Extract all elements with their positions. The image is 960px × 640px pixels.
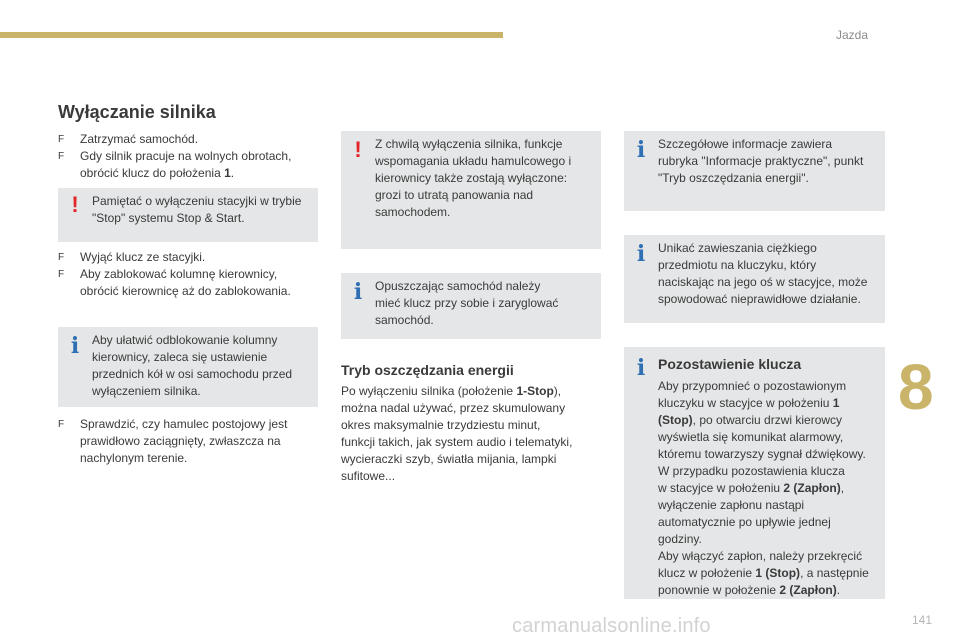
bullet-icon: F (58, 419, 65, 430)
list-item: F Zatrzymać samochód. (58, 132, 199, 146)
info-icon: i (70, 333, 80, 359)
info-box-szczegoly: i Szczegółowe informacje zawiera rubryka "Informacje praktyczne", punkt "Tryb oszczędzania energii". (624, 131, 885, 211)
warning-icon: ! (71, 192, 79, 217)
section-subtitle-pozostawienie: Pozostawienie klucza (658, 356, 802, 372)
header-accent-bar (0, 32, 503, 38)
step-list-3 (58, 416, 318, 467)
watermark: carmanualsonline.info (512, 615, 711, 637)
info-icon: i (353, 279, 363, 305)
bullet-icon: F (58, 134, 65, 145)
info-box-pozostawienie: i Pozostawienie klucza Aby przypomnieć o pozostawionym kluczyku w stacyjce w położeniu 1 (Stop), po otwarciu drzwi kierowcy wyświetla się komunikat alarmowy, któremu towarzyszy sygnał dźwiękowy. W przypadku pozostawienia klucza w stacyjce w położeniu 2 (Zapłon), wyłączenie zapłonu nastąpi automatycznie po upływie jednej godziny. Aby włączyć zapłon, należy przekręcić klucz w położenie 1 (Stop), a następnie ponownie w położenie 2 (Zapłon). (624, 347, 885, 599)
list-item: F Wyjąć klucz ze stacyjki. (58, 250, 206, 264)
page-title: Wyłączanie silnika (58, 102, 216, 122)
page-number: 141 (912, 613, 933, 627)
info-icon: i (636, 241, 646, 267)
bullet-icon: F (58, 252, 65, 263)
info-box-kluczyk: i Opuszczając samochód należy mieć klucz przy sobie i zaryglować samochód. (341, 273, 601, 339)
info-icon: i (636, 137, 646, 163)
bullet-icon: F (58, 269, 65, 280)
section-subtitle-tryb: Tryb oszczędzania energii (341, 362, 514, 378)
info-icon: i (636, 355, 646, 381)
list-item: F Gdy silnik pracuje na wolnych obrotach, obrócić klucz do położenia 1. (58, 149, 292, 180)
list-item: F Sprawdzić, czy hamulec postojowy jest prawidłowo zaciągnięty, zwłaszcza na nachylonym terenie. (58, 417, 288, 465)
warning-box-hamulce: ! Z chwilą wyłączenia silnika, funkcje wspomagania układu hamulcowego i kierownicy także zostają wyłączone: grozi to utratą panowania nad samochodem. (341, 131, 601, 249)
bullet-icon: F (58, 151, 65, 162)
warning-box-stacyjka: ! Pamiętać o wyłączeniu stacyjki w trybie "Stop" systemu Stop & Start. (58, 188, 318, 242)
step-list-1 (58, 131, 318, 182)
warning-icon: ! (354, 137, 362, 162)
section-name: Jazda (836, 28, 869, 42)
chapter-number: 8 (898, 351, 934, 423)
step-list-2 (58, 249, 318, 300)
info-box-kolumna: i Aby ułatwić odblokowanie kolumny kierownicy, zaleca się ustawienie przednich kół w osi samochodu przed wyłączeniem silnika. (58, 327, 318, 407)
paragraph-tryb: Po wyłączeniu silnika (położenie 1-Stop), można nadal używać, przez skumulowany okres maksymalnie trzydziestu minut, funkcji takich, jak system audio i telematyki, wycieraczki szyb, światła mijania, lampki sufitowe... (341, 384, 573, 483)
list-item: F Aby zablokować kolumnę kierownicy, obrócić kierownicę aż do zablokowania. (58, 267, 291, 298)
info-box-ciezar: i Unikać zawieszania ciężkiego przedmiotu na kluczyku, który naciskając na jego oś w stacyjce, może spowodować nieprawidłowe działanie. (624, 235, 885, 323)
